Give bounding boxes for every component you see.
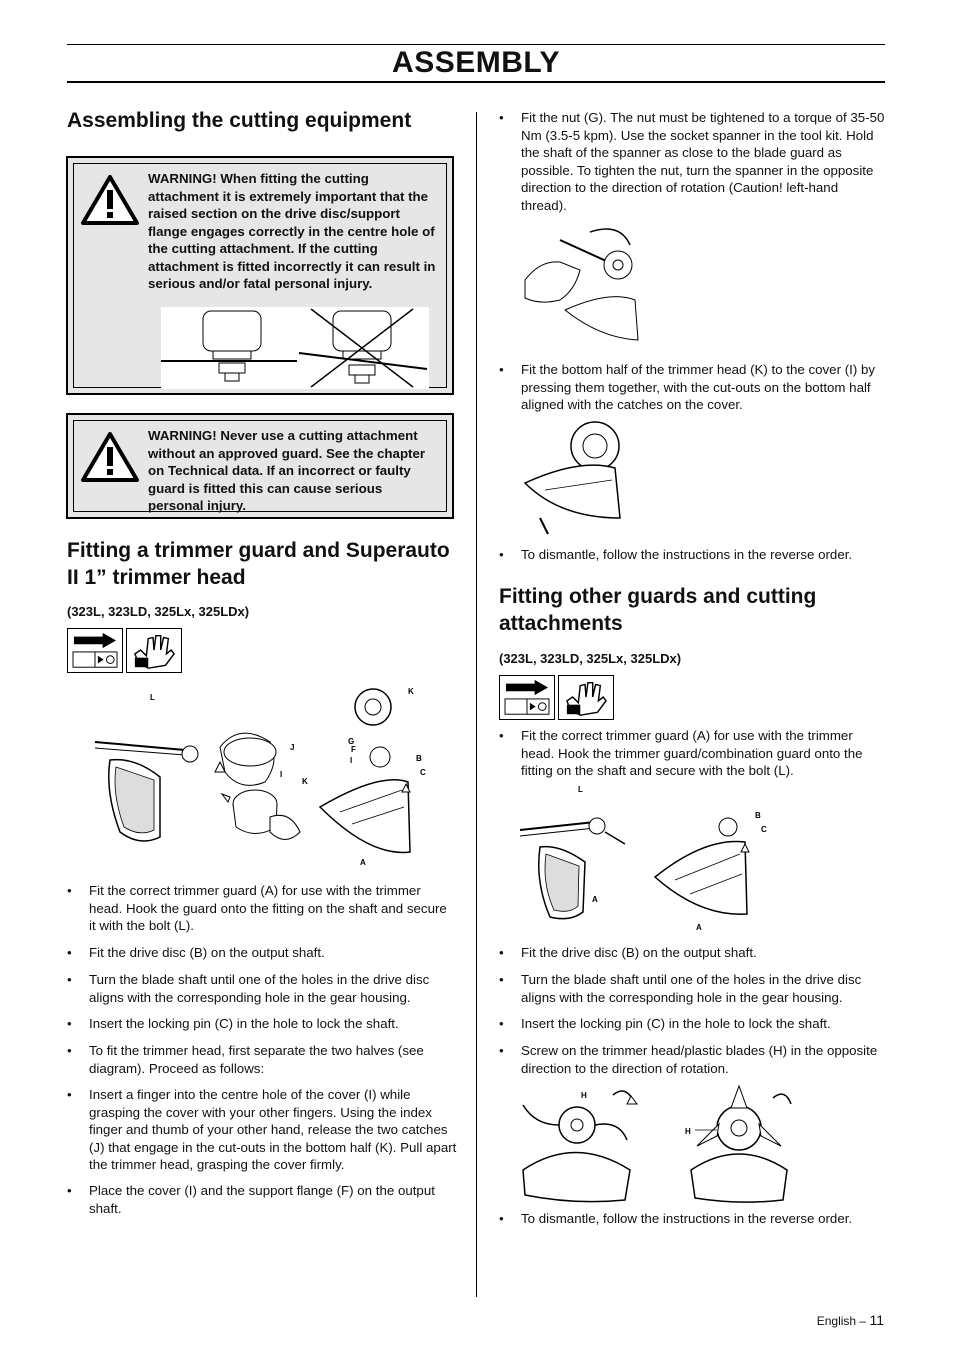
warning-box-inner — [73, 163, 447, 388]
header-rule-bottom — [67, 81, 885, 83]
footer-language: English — [816, 1314, 857, 1328]
list-item: • Screw on the trimmer head/plastic blades (H) in the opposite direction to the direction of rotation. — [499, 1042, 885, 1077]
page-title: ASSEMBLY — [392, 46, 560, 79]
label-f: F — [351, 745, 356, 754]
label-a-left: A — [592, 895, 598, 904]
warning-triangle-icon — [80, 174, 140, 226]
label-l: L — [150, 693, 155, 702]
label-a: A — [696, 923, 702, 932]
section-heading-trimmer-guard: Fitting a trimmer guard and Superauto II 1” trimmer head — [67, 539, 450, 589]
label-k-middle: J — [290, 743, 295, 752]
model-list: (323L, 323LD, 325Lx, 325LDx) — [67, 604, 250, 619]
list-item: • Insert the locking pin (C) in the hole to lock the shaft. — [67, 1015, 457, 1033]
instruction-icons — [67, 628, 182, 673]
list-item: • Fit the correct trimmer guard (A) for use with the trimmer head. Hook the guard onto the fitting on the shaft and secure it with the bolt (L). — [67, 882, 457, 935]
warning-box-fitting — [66, 156, 454, 395]
instruction-icons — [499, 675, 614, 720]
protective-gloves-icon — [558, 675, 614, 720]
label-h-right: H — [685, 1127, 691, 1136]
warning-box-guard — [66, 413, 454, 519]
list-item: • Place the cover (I) and the support flange (F) on the output shaft. — [67, 1182, 457, 1217]
label-h-left: H — [581, 1091, 587, 1100]
label-g: G — [348, 737, 355, 746]
drive-disc-illustration — [161, 307, 429, 389]
section-heading-other-guards: Fitting other guards and cutting attachments — [499, 585, 817, 635]
list-item: • Insert a finger into the centre hole of the cover (I) while grasping the cover with your other fingers. Using the index finger and thumb of your other hand, release the two catches (J) that engage in the cut-outs in the bottom half (K). Pull apart the trimmer head, grasping the cover firmly. — [67, 1086, 457, 1174]
label-k: K — [408, 687, 414, 696]
list-item: • Fit the bottom half of the trimmer head (K) to the cover (I) by pressing them together, with the cut-outs on the bottom half aligned with the catches on the cover. — [499, 361, 885, 414]
label-b: B — [416, 754, 422, 763]
warning-box-inner — [73, 420, 447, 512]
label-i: I — [350, 756, 353, 765]
list-item: • To fit the trimmer head, first separate the two halves (see diagram). Proceed as follows: — [67, 1042, 457, 1077]
model-list: (323L, 323LD, 325Lx, 325LDx) — [499, 651, 682, 666]
list-item: • To dismantle, follow the instructions in the reverse order. — [499, 1210, 885, 1228]
warning-triangle-icon — [80, 431, 140, 483]
label-c: C — [761, 825, 767, 834]
list-item: • Turn the blade shaft until one of the holes in the drive disc aligns with the corresponding hole in the gear housing. — [499, 971, 885, 1006]
warning-text: WARNING! When fitting the cutting attachment it is extremely important that the raised section on the drive disc/support flange engages correctly in the centre hole of the cutting attachment. If the cutting attachment is fitted incorrectly it can result in serious and/or fatal personal injury. — [148, 171, 436, 291]
read-manual-icon — [67, 628, 123, 673]
label-i-middle: K — [302, 777, 308, 786]
label-j: I — [280, 770, 283, 779]
list-item: • Fit the drive disc (B) on the output shaft. — [499, 944, 885, 962]
column-divider — [476, 112, 477, 1297]
nut-tightening-illustration — [520, 220, 645, 345]
section-heading-assembling: Assembling the cutting equipment — [67, 109, 412, 132]
page-footer — [817, 1312, 884, 1328]
footer-separator: – — [859, 1314, 867, 1328]
list-item: • Fit the nut (G). The nut must be tightened to a torque of 35-50 Nm (3.5-5 kpm). Use the socket spanner in the tool kit. Hold the shaft of the spanner as close to the blade guard as possible. To tighten the nut, turn the spanner in the opposite direction to the direction of rotation (Caution! left-hand thread). — [499, 109, 885, 214]
page-number: 11 — [869, 1312, 884, 1328]
label-b: B — [755, 811, 761, 820]
list-item: • To dismantle, follow the instructions in the reverse order. — [499, 546, 885, 564]
label-c: C — [420, 768, 426, 777]
label-l: L — [578, 785, 583, 794]
list-item: • Insert the locking pin (C) in the hole to lock the shaft. — [499, 1015, 885, 1033]
protective-gloves-icon — [126, 628, 182, 673]
list-item: • Turn the blade shaft until one of the holes in the drive disc aligns with the corresponding hole in the gear housing. — [67, 971, 457, 1006]
trimmer-head-assembly-diagram — [90, 682, 430, 872]
read-manual-icon — [499, 675, 555, 720]
warning-text: WARNING! Never use a cutting attachment without an approved guard. See the chapter on Technical data. If an incorrect or faulty guard is fitted this can cause serious personal injury. — [148, 428, 426, 513]
guard-fitting-diagram — [515, 782, 767, 932]
list-item: • Fit the correct trimmer guard (A) for use with the trimmer head. Hook the trimmer guard/combination guard onto the fitting on the shaft and secure with the bolt (L). — [499, 727, 885, 780]
trimmer-head-plastic-blades-diagram — [515, 1080, 795, 1210]
label-a: A — [360, 858, 366, 867]
trimmer-head-fitting-illustration — [520, 418, 630, 536]
list-item: • Fit the drive disc (B) on the output shaft. — [67, 944, 457, 962]
